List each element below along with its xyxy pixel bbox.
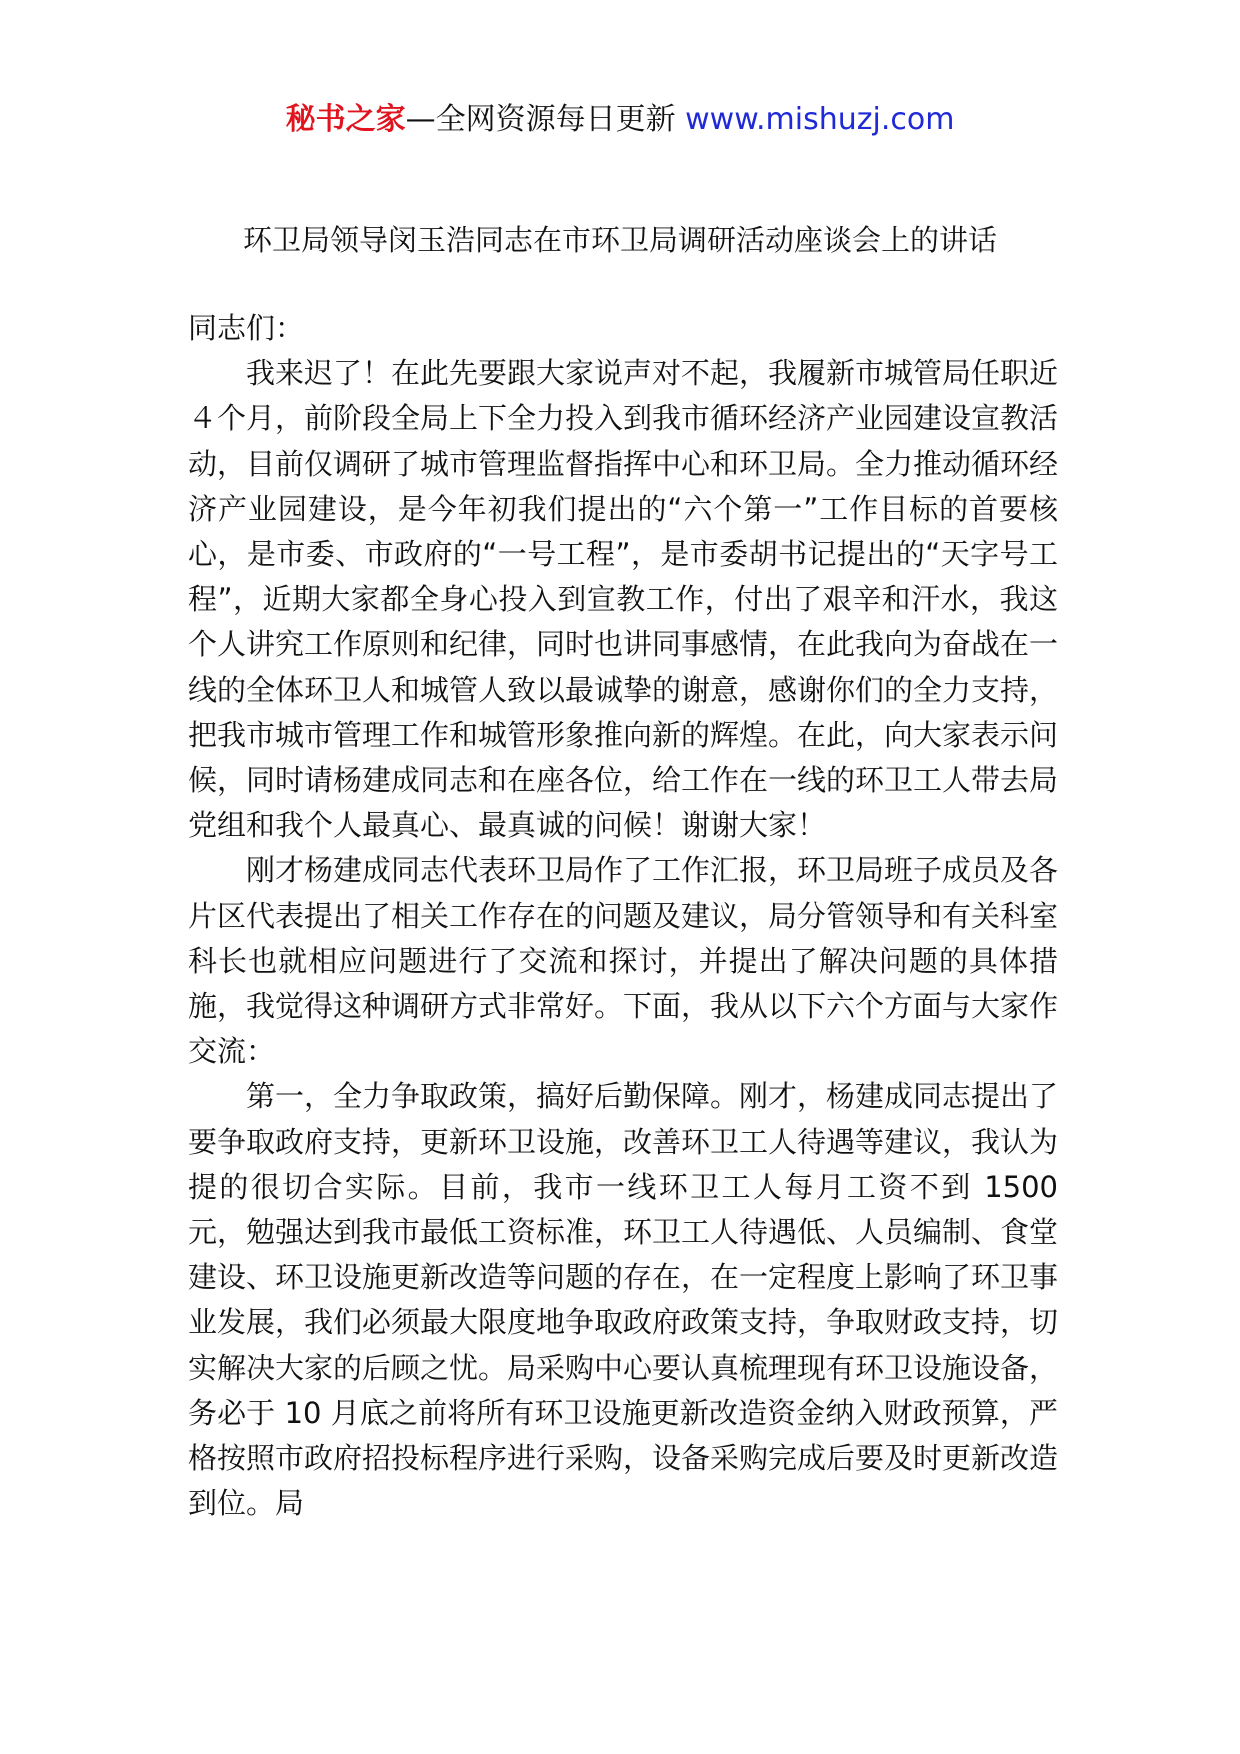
salutation: 同志们： bbox=[188, 311, 305, 345]
body-paragraph-2: 刚才杨建成同志代表环卫局作了工作汇报，环卫局班子成员及各片区代表提出了相关工作存在的问题及建议，局分管领导和有关科室科长也就相应问题进行了交流和探讨，并提出了解决问题的具体措施，我觉得这种调研方式非常好。下面，我从以下六个方面与大家作交流： bbox=[188, 853, 1059, 1069]
document-title: 环卫局领导闵玉浩同志在市环卫局调研活动座谈会上的讲话 bbox=[242, 223, 997, 257]
body-paragraph-1: 我来迟了！在此先要跟大家说声对不起，我履新市城管局任职近４个月，前阶段全局上下全力投入到我市循环经济产业园建设宣教活动，目前仅调研了城市管理监督指挥中心和环卫局。全力推动循环经济产业园建设，是今年初我们提出的“六个第一”工作目标的首要核心，是市委、市政府的“一号工程”，是市委胡书记提出的“天字号工程”，近期大家都全身心投入到宣教工作，付出了艰辛和汗水，我这个人讲究工作原则和纪律，同时也讲同事感情，在此我向为奋战在一线的全体环卫人和城管人致以最诚挚的谢意，感谢你们的全力支持，把我市城市管理工作和城管形象推向新的辉煌。在此，向大家表示问候，同时请杨建成同志和在座各位，给工作在一线的环卫工人带去局党组和我个人最真心、最真诚的问候！谢谢大家！ bbox=[188, 356, 1059, 843]
site-url-link[interactable]: www.mishuzj.com bbox=[685, 102, 955, 137]
site-brand: 秘书之家 bbox=[285, 102, 406, 137]
body-paragraph-3: 第一，全力争取政策，搞好后勤保障。刚才，杨建成同志提出了要争取政府支持，更新环卫设施，改善环卫工人待遇等建议，我认为提的很切合实际。目前，我市一线环卫工人每月工资不到 1500 元，勉强达到我市最低工资标准，环卫工人待遇低、人员编制、食堂建设、环卫设施更新改造等问题的存在，在一定程度上影响了环卫事业发展，我们必须最大限度地争取政府政策支持，争取财政支持，切实解决大家的后顾之忧。局采购中心要认真梳理现有环卫设施设备，务必于 10 月底之前将所有环卫设施更新改造资金纳入财政预算，严格按照市政府招投标程序进行采购，设备采购完成后要及时更新改造到位。局 bbox=[188, 1079, 1059, 1521]
site-tagline: —全网资源每日更新 bbox=[405, 102, 686, 137]
document-body bbox=[188, 306, 1058, 1526]
site-header bbox=[0, 100, 1240, 140]
